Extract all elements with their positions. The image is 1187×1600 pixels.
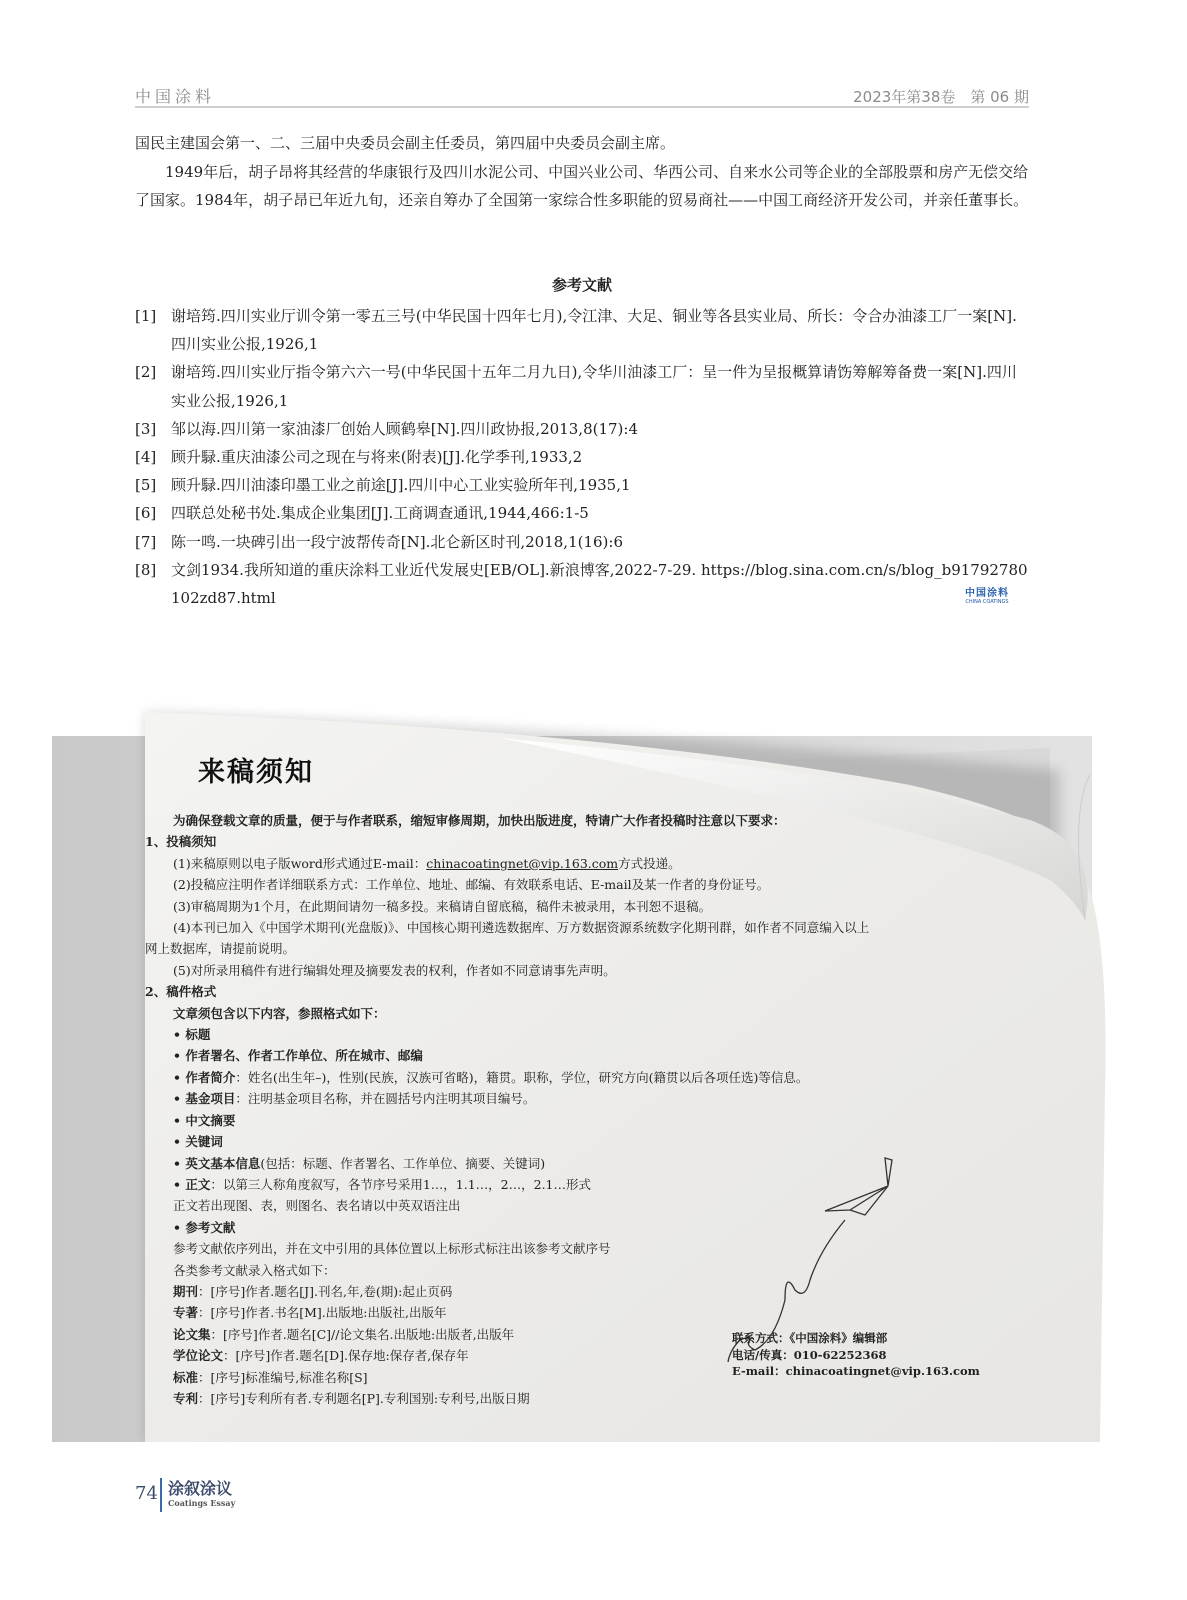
format-bullet (145, 1131, 955, 1152)
format-text: ：[序号]作者.题名[D].保存地:保存者,保存年 (223, 1348, 469, 1364)
reference-item (135, 556, 1029, 612)
format-text: ：[序号]作者.题名[J].刊名,年,卷(期):起止页码 (198, 1283, 453, 1299)
rule-text: 方式投递。 (618, 855, 681, 871)
rule-2: (2)投稿应注明作者详细联系方式：工作单位、地址、邮编、有效联系电话、E-mail及某一作者的身份证号。 (173, 877, 770, 893)
format-label: 专利 (173, 1390, 199, 1406)
format-line (145, 1281, 955, 1302)
contact-info (732, 1330, 980, 1380)
rule-3: (3)审稿周期为1个月，在此期间请勿一稿多投。来稿请自留底稿，稿件未被录用，本刊恕不退稿。 (173, 898, 712, 914)
reference-item (135, 471, 1029, 499)
format-bullets (145, 1024, 955, 1195)
paragraph: 国民主建国会第一、二、三届中央委员会副主任委员，第四届中央委员会副主席。 (135, 134, 676, 152)
reference-text: 邹以海.四川第一家油漆厂创始人顾鹤皋[N].四川政协报,2013,8(17):4 (171, 419, 639, 438)
format-bullet (145, 1045, 955, 1066)
section-title: 2、稿件格式 (145, 984, 217, 1000)
reference-item (135, 302, 1029, 358)
format-text: ：[序号]专利所有者.专利题名[P].专利国别:专利号,出版日期 (198, 1390, 530, 1406)
format-line (145, 1302, 955, 1323)
reference-text: 陈一鸣.一块碑引出一段宁波帮传奇[N].北仑新区时刊,2018,1(16):6 (171, 532, 624, 551)
format-bullet (145, 1153, 955, 1174)
column-subtitle: Coatings Essay (168, 1498, 236, 1508)
bullet-label: • 关键词 (173, 1134, 223, 1150)
format-text: ：[序号]标准编号,标准名称[S] (198, 1369, 368, 1385)
ref-note: 各类参考文献录入格式如下： (173, 1262, 336, 1278)
reference-text: 谢培筠.四川实业厅训令第一零五三号(中华民国十四年七月),令江津、大足、铜业等各县实业局、所长：令合办油漆工厂一案[N].四川实业公报,1926,1 (171, 307, 1017, 354)
reference-text: 文剑1934.我所知道的重庆涂料工业近代发展史[EB/OL].新浪博客,2022-7-29. https://blog.sina.com.cn/s/blog_b91792780102zd87.html (171, 560, 1028, 608)
format-bullet (145, 1067, 955, 1088)
format-text: ：[序号]作者.题名[C]//论文集名.出版地:出版者,出版年 (210, 1326, 515, 1342)
reference-item (135, 528, 1029, 556)
body-note: 正文若出现图、表，则图名、表名请以中英双语注出 (173, 1198, 461, 1214)
china-coatings-logo (965, 584, 1009, 605)
reference-number: [5] (135, 476, 157, 495)
ref-bullet: • 参考文献 (173, 1219, 236, 1235)
reference-text: 四联总处秘书处.集成企业集团[J].工商调查通讯,1944,466:1-5 (171, 504, 589, 523)
format-bullet (145, 1088, 955, 1109)
reference-number: [8] (135, 560, 157, 579)
format-bullet (145, 1024, 955, 1045)
format-label: 论文集 (173, 1326, 211, 1342)
contact-dept: 联系方式：《中国涂料》编辑部 (732, 1331, 888, 1345)
bullet-text: ：注明基金项目名称，并在圆括号内注明其项目编号。 (235, 1091, 536, 1107)
reference-item (135, 443, 1029, 471)
bullet-label: • 基金项目 (173, 1091, 236, 1107)
rule-5: (5)对所录用稿件有进行编辑处理及摘要发表的权利，作者如不同意请事先声明。 (173, 962, 616, 978)
reference-number: [3] (135, 419, 157, 438)
bullet-label: • 中文摘要 (173, 1112, 236, 1128)
bullet-text: ：以第三人称角度叙写，各节序号采用1…，1.1…，2…，2.1…形式 (210, 1176, 592, 1192)
header-divider (135, 106, 1029, 108)
reference-item (135, 358, 1029, 414)
bullet-label: • 标题 (173, 1027, 211, 1043)
format-line (145, 1388, 955, 1409)
reference-text: 谢培筠.四川实业厅指令第六六一号(中华民国十五年二月九日),令华川油漆工厂：呈一件为呈报概算请饬筹解筹备费一案[N].四川实业公报,1926,1 (171, 363, 1017, 410)
section-title: 1、投稿须知 (145, 834, 217, 850)
notice-title: 来稿须知 (198, 757, 314, 788)
rule-4-cont: 网上数据库，请提前说明。 (145, 941, 296, 957)
format-text: ：[序号]作者.书名[M].出版地:出版社,出版年 (198, 1305, 447, 1321)
rule-1 (145, 853, 955, 874)
format-label: 期刊 (173, 1283, 199, 1299)
reference-item (135, 499, 1029, 527)
column-title: 涂叙涂议 (168, 1479, 233, 1498)
email-link[interactable]: chinacoatingnet@vip.163.com (426, 855, 619, 871)
reference-number: [7] (135, 532, 157, 551)
contact-email: E-mail：chinacoatingnet@vip.163.com (732, 1364, 980, 1378)
bullet-label: • 作者署名、作者工作单位、所在城市、邮编 (173, 1048, 423, 1064)
bullet-label: • 英文基本信息 (173, 1155, 261, 1171)
bullet-label: • 作者简介 (173, 1069, 236, 1085)
logo-cn: 中国涂料 (965, 588, 1009, 599)
bullet-text: (包括：标题、作者署名、工作单位、摘要、关键词) (260, 1155, 546, 1171)
submission-notice (145, 810, 955, 1409)
references-title: 参考文献 (551, 276, 612, 294)
reference-item (135, 415, 1029, 443)
bullet-text: ：姓名(出生年–)，性别(民族，汉族可省略)，籍贯。职称，学位，研究方向(籍贯以后各项任选)等信息。 (235, 1069, 809, 1085)
logo-en: CHINA COATINGS (965, 599, 1009, 605)
body-text (135, 129, 1029, 215)
bullet-label: • 正文 (173, 1176, 211, 1192)
rule-text: (1)来稿原则以电子版word形式通过E-mail： (173, 855, 427, 871)
rule-4: (4)本刊已加入《中国学术期刊(光盘版)》、中国核心期刊遴选数据库、万方数据资源系统数字化期刊群，如作者不同意编入以上 (173, 920, 870, 936)
page-number: 74 (135, 1483, 158, 1504)
footer-divider (160, 1478, 162, 1512)
format-label: 标准 (173, 1369, 199, 1385)
paragraph: 1949年后，胡子昂将其经营的华康银行及四川水泥公司、中国兴业公司、华西公司、自来水公司等企业的全部股票和房产无偿交给了国家。1984年，胡子昂已年近九旬，还亲自筹办了全国第一家综合性多职能的贸易商社——中国工商经济开发公司，并亲任董事长。 (135, 162, 1029, 210)
contact-phone: 电话/传真：010-62252368 (732, 1347, 887, 1362)
reference-text: 顾升騄.重庆油漆公司之现在与将来(附表)[J].化学季刊,1933,2 (171, 448, 583, 467)
references-list (135, 302, 1029, 612)
issue-info: 2023年第38卷 第 06 期 (853, 88, 1029, 106)
reference-number: [4] (135, 448, 157, 467)
journal-name: 中国涂料 (135, 87, 216, 106)
format-bullet (145, 1110, 955, 1131)
format-intro: 文章须包含以下内容，参照格式如下： (173, 1005, 386, 1021)
ref-note: 参考文献依序列出，并在文中引用的具体位置以上标形式标注出该参考文献序号 (173, 1241, 611, 1257)
format-label: 专著 (173, 1305, 199, 1321)
reference-number: [2] (135, 363, 157, 382)
format-label: 学位论文 (173, 1348, 224, 1364)
notice-intro: 为确保登载文章的质量，便于与作者联系，缩短审修周期，加快出版进度，特请广大作者投稿时注意以下要求： (173, 813, 786, 828)
format-bullet (145, 1174, 955, 1195)
reference-number: [1] (135, 307, 157, 325)
reference-number: [6] (135, 504, 157, 523)
reference-text: 顾升騄.四川油漆印墨工业之前途[J].四川中心工业实验所年刊,1935,1 (171, 476, 631, 495)
